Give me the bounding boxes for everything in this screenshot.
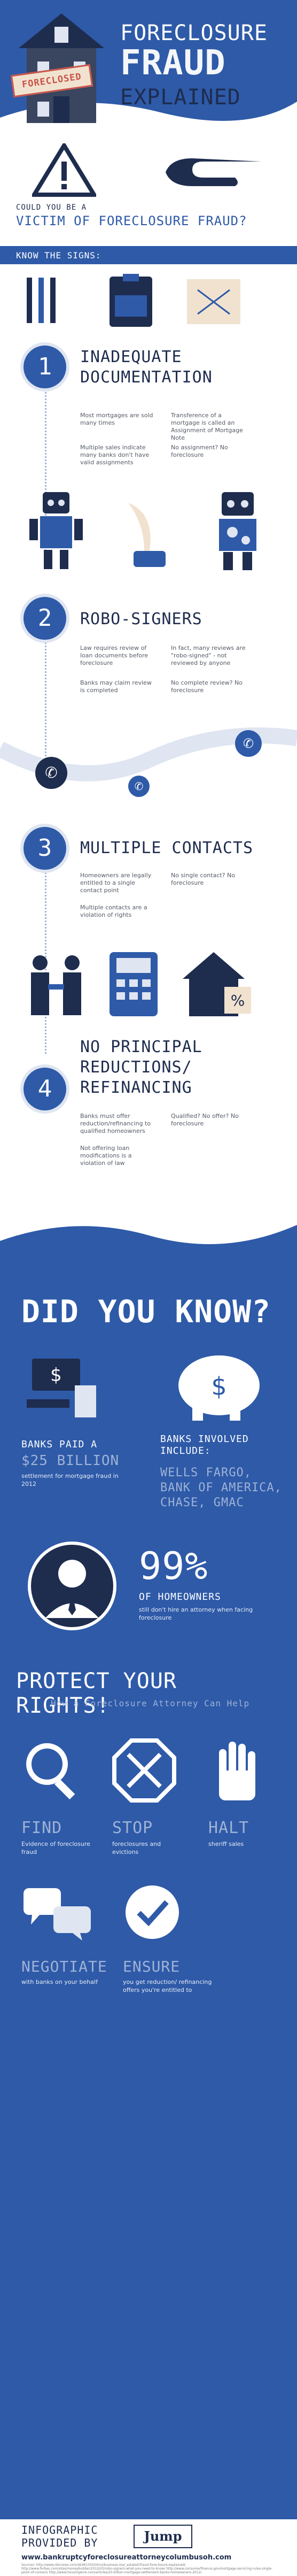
banks-involved-label: BANKS INVOLVED INCLUDE: (160, 1433, 249, 1456)
did-you-know-heading: DID YOU KNOW? (21, 1293, 271, 1330)
protect-item-negotiate-text: with banks on your behalf (21, 1979, 98, 1985)
checkmark-icon (123, 1883, 182, 1942)
sign-1-number: 1 (20, 342, 69, 392)
question-small: COULD YOU BE A (16, 203, 87, 212)
sign-4-title-2: REDUCTIONS/ (80, 1058, 192, 1077)
protect-item-find-text: Evidence of foreclosure fraud (21, 1841, 90, 1856)
sign-3-right-1: No single contact? No foreclosure (171, 872, 235, 886)
title-line-1: FORECLOSURE (120, 21, 268, 45)
protect-item-find-label: FIND (21, 1819, 62, 1837)
sign-2-left-1: Law requires review of loan documents before foreclosure (80, 645, 148, 666)
sign-4-left-1: Banks must offer reduction/refinancing to qualified homeowners (80, 1113, 151, 1134)
sign-2-title-1: ROBO-SIGNERS (80, 610, 202, 628)
sign-1-title-2: DOCUMENTATION (80, 368, 213, 387)
footer-section (0, 2519, 297, 2576)
halt-hand-icon (208, 1738, 267, 1803)
title-line-2: FRAUD (120, 43, 226, 83)
source-1[interactable]: http://www.nbcnews.com/id/46155024/ns/business-real_estate/t/fraud-foreclosure-explained/ (36, 2563, 186, 2567)
percent-note: still don't hire an attorney when facing foreclosure (139, 1606, 253, 1621)
sign-1-title-1: INADEQUATE (80, 348, 182, 366)
sign-1-left-1: Most mortgages are sold many times (80, 412, 153, 426)
scroll-document-icon (182, 274, 246, 329)
robot-gears-icon (203, 487, 272, 572)
stop-sign-icon (112, 1738, 176, 1803)
sign-3-left-1: Homeowners are legally entitled to a single contact point (80, 872, 152, 894)
handshake-icon (27, 952, 85, 1016)
protect-subheading: How a Foreclosure Attorney Can Help (51, 1698, 250, 1708)
piggy-bank-icon (171, 1348, 267, 1423)
settlement-note: settlement for mortgage fraud in 2012 (21, 1473, 119, 1488)
of-homeowners-label: OF HOMEOWNERS (139, 1591, 221, 1603)
sign-4-title-3: REFINANCING (80, 1078, 192, 1097)
folder-icon (107, 274, 155, 329)
jump-logo-text: Jump (144, 2528, 182, 2544)
protect-heading: PROTECT YOUR RIGHTS! (16, 1669, 177, 1718)
sign-3-number: 3 (20, 824, 69, 873)
svg-text:$: $ (50, 1364, 62, 1386)
calculator-icon (107, 949, 160, 1019)
warning-triangle-icon (32, 143, 96, 197)
sign-4-right-1: Qualified? No offer? No foreclosure (171, 1113, 239, 1127)
svg-text:$: $ (211, 1372, 227, 1401)
sign-1-right-2: No assignment? No foreclosure (171, 444, 228, 458)
sign-1-left-2: Multiple sales indicate many banks don't have valid assignments (80, 444, 150, 466)
sources-label: Sources: (21, 2563, 35, 2567)
source-2[interactable]: http://www.forbes.com/sites/moneybuilder/2012/03/robo-signers-what-you-need-to-know/ (21, 2567, 166, 2571)
sign-2-number: 2 (20, 594, 69, 643)
sources-block (21, 2563, 278, 2574)
protect-item-ensure-text: you get reduction/ refinancing offers you're entitled to (123, 1979, 212, 1994)
quill-inkwell-icon (107, 497, 182, 572)
house-icon (16, 11, 107, 123)
magnifier-icon (21, 1738, 85, 1803)
protect-item-stop-label: STOP (112, 1819, 153, 1837)
pens-icon (21, 275, 69, 328)
banks-paid-label: BANKS PAID A (21, 1439, 98, 1450)
protect-item-negotiate-label: NEGOTIATE (21, 1958, 107, 1975)
sign-3-title-1: MULTIPLE CONTACTS (80, 839, 254, 857)
header-section (0, 0, 297, 139)
section-wave-decoration (0, 1203, 297, 1262)
sign-4-left-2: Not offering loan modifications is a violation of law (80, 1145, 132, 1167)
phones-row (0, 706, 297, 808)
know-signs-bar (0, 246, 297, 264)
phone-icon: ✆ (35, 757, 67, 789)
bank-names: WELLS FARGO, BANK OF AMERICA, CHASE, GMAC (160, 1466, 282, 1509)
question-big: VICTIM OF FORECLOSURE FRAUD? (16, 213, 247, 228)
phone-icon: ✆ (235, 730, 262, 757)
money-gavel-icon (21, 1353, 107, 1428)
protect-item-stop-text: foreclosures and evictions (112, 1841, 161, 1856)
homeowners-percent: 99% (139, 1544, 208, 1588)
know-signs-label: KNOW THE SIGNS: (16, 250, 101, 260)
foreclosed-sign-label: FORECLOSED (21, 71, 83, 90)
sign-2-right-2: No complete review? No foreclosure (171, 679, 243, 694)
phone-icon: ✆ (128, 776, 150, 797)
sign-2-left-2: Banks may claim review is completed (80, 679, 152, 694)
pointing-hand-icon (160, 151, 267, 188)
house-percent-icon (182, 949, 256, 1019)
document-icons-row (0, 264, 297, 334)
provided-by-line-2: PROVIDED BY (21, 2536, 98, 2549)
protect-item-halt-label: HALT (208, 1819, 249, 1837)
source-4[interactable]: http://www.housingwire.com/articles/25-billion-mortgage-settlement-banks-homeowners-2012/ (49, 2571, 202, 2574)
robots-row (0, 481, 297, 578)
deal-icons-row (0, 941, 297, 1027)
jump-logo[interactable] (134, 2525, 192, 2548)
speech-bubbles-icon (21, 1883, 96, 1942)
provided-by-line-1: INFOGRAPHIC (21, 2524, 98, 2536)
question-section (0, 139, 297, 246)
businessman-icon (27, 1540, 118, 1631)
source-3[interactable]: http://www.consumerfinance.gov/mortgage-servicing-rules-single-point-of-contact/ (21, 2567, 273, 2574)
protect-item-halt-text: sheriff sales (208, 1841, 244, 1847)
sign-3-left-2: Multiple contacts are a violation of rights (80, 904, 147, 918)
svg-text:%: % (230, 992, 245, 1009)
protect-item-ensure-label: ENSURE (123, 1958, 181, 1975)
robot-icon (27, 487, 85, 572)
settlement-amount: $25 BILLION (21, 1453, 120, 1469)
sign-2-right-1: In fact, many reviews are "robo-signed" - not reviewed by anyone (171, 645, 246, 666)
title-line-3: EXPLAINED (120, 85, 241, 110)
sign-1-right-1: Transference of a mortgage is called an Assignment of Mortgage Note (171, 412, 243, 441)
sign-4-number: 4 (20, 1064, 69, 1114)
sign-4-title-1: NO PRINCIPAL (80, 1038, 202, 1056)
site-url-link[interactable]: www.bankruptcyforeclosureattorneycolumbusoh.com (21, 2554, 232, 2562)
